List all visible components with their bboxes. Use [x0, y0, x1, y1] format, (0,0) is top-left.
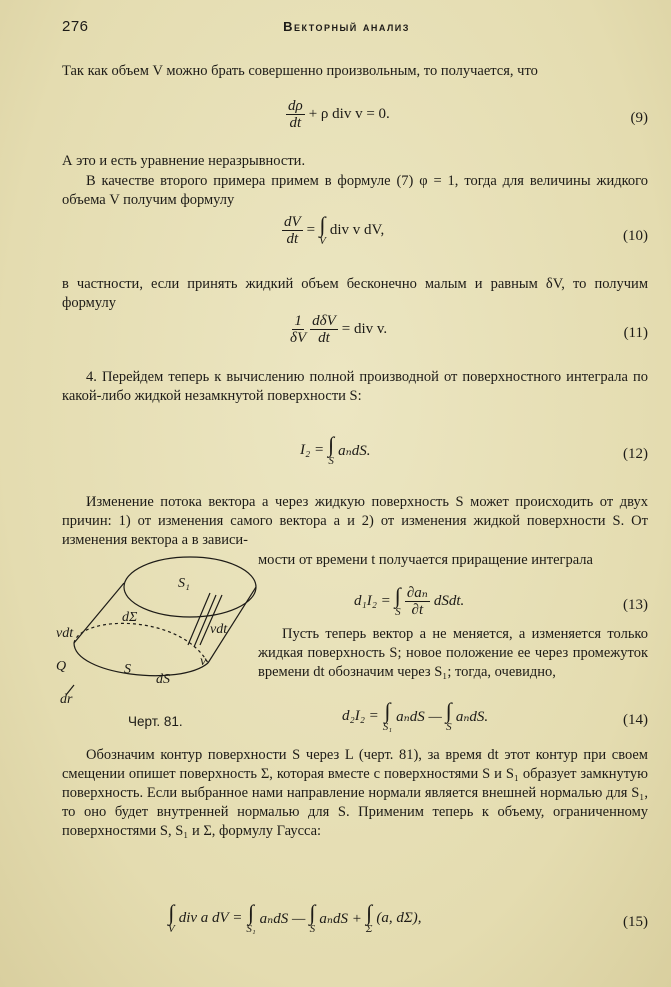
equation-body: aₙdS + [319, 911, 362, 927]
paragraph: В качестве второго примера примем в формуле (7) φ = 1, тогда для величины жидкого объема V получим формулу [62, 173, 648, 208]
equation-number: (11) [623, 325, 648, 341]
equation-body: dSdt. [433, 593, 465, 609]
figure-label: dS [156, 672, 170, 687]
paragraph: Обозначим контур поверхности S через L (черт. 81), за время dt этот контур при своем смещении опишет поверхность Σ, которая вместе с поверхностями S и S₁ образует замкнутую поверхность. Если выбранное нами направление нормали является внешней нормалью для S₁, то оно будет внутренней нормалью для S. Применим теперь к объему, ограниченному поверхностями S, S₁ и Σ, формулу Гаусса: [62, 747, 648, 839]
integral-subscript: S₁ [382, 721, 393, 733]
equation-11 [62, 313, 648, 353]
paragraph: Изменение потока вектора a через жидкую поверхность S может происходить от двух причин: 1) от изменения самого вектора a и 2) от изменения жидкой поверхности S. От изменения вектора a в зависи- [62, 494, 648, 548]
integral-sign: ∫ V [319, 212, 326, 247]
top-surface-outline [124, 557, 256, 617]
equation-body: div a dV = [178, 910, 243, 926]
figure-label: Q [56, 659, 67, 674]
equation-body: aₙdS — [396, 709, 442, 725]
integral-subscript: S₁ [246, 923, 256, 935]
running-title: Векторный анализ [283, 19, 410, 34]
fraction-numerator: dV [284, 214, 301, 230]
integral-sign: ∫ Σ [365, 900, 373, 935]
bottom-surface-outline [74, 643, 208, 676]
equation-body: div v dV, [329, 222, 385, 238]
paragraph: А это и есть уравнение неразрывности. [62, 153, 306, 169]
equation-lhs: d₂I₂ = [342, 708, 379, 724]
equation-14 [258, 700, 648, 748]
paragraph: Так как объем V можно брать совершенно произвольным, то получается, что [62, 63, 538, 79]
equation-lhs: I₂ = [300, 442, 325, 458]
vector-lines [188, 593, 222, 647]
equation-number: (10) [623, 228, 648, 244]
integral-subscript: Σ [365, 923, 373, 935]
equation-9 [62, 98, 648, 138]
fraction-denominator: ∂t [411, 602, 424, 618]
fraction-numerator: dδV [312, 313, 336, 329]
paragraph: мости от времени t получается приращение интеграла [258, 552, 593, 568]
integral-subscript: S [309, 923, 316, 935]
fraction-numerator: dρ [288, 98, 303, 114]
integral-sign: ∫ S₁ [382, 698, 393, 733]
equation-number: (14) [623, 712, 648, 728]
equation-body: aₙdS — [259, 911, 306, 927]
integral-subscript: S [446, 721, 452, 733]
integral-subscript: S [328, 455, 334, 467]
equation-body: = div v. [341, 321, 388, 337]
integral-sign: ∫ S [309, 900, 316, 935]
equation-number: (12) [623, 446, 648, 462]
figure-label: S [124, 662, 131, 677]
figure-caption: Черт. 81. [128, 714, 183, 729]
page-number: 276 [62, 18, 89, 35]
equation-15 [62, 902, 648, 952]
paragraph: 4. Перейдем теперь к вычислению полной производной от поверхностного интеграла по какой-либо жидкой незамкнутой поверхности S: [62, 369, 648, 404]
figure-label: dr [60, 692, 73, 707]
equals-sign: = [306, 222, 316, 238]
integral-sign: ∫ S₁ [246, 900, 256, 935]
fraction-denominator: dt [286, 231, 299, 247]
equation-number: (13) [623, 597, 648, 613]
left-generator-line [74, 583, 124, 643]
integral-sign: ∫ V [168, 900, 175, 935]
integral-sign: ∫ S [394, 583, 401, 618]
equation-number: (9) [630, 110, 648, 126]
paragraph: в частности, если принять жидкий объем бесконечно малым и равным δV, то получим формулу [62, 276, 648, 311]
fraction-numerator: ∂aₙ [406, 585, 428, 601]
figure-label: dΣ [122, 610, 138, 625]
page-header [62, 18, 631, 42]
figure-label: νdt [56, 626, 74, 641]
fraction-denominator: dt [289, 115, 302, 131]
equation-body: aₙdS. [338, 443, 371, 459]
equation-body: aₙdS. [455, 709, 489, 725]
equation-lhs: d₁I₂ = [354, 593, 391, 609]
integral-subscript: S [395, 606, 401, 618]
fraction-numerator: 1 [294, 313, 302, 329]
equation-body: + ρ div v = 0. [308, 106, 390, 122]
figure-label: ν [200, 654, 207, 669]
figure-81-diagram [56, 545, 260, 707]
bottom-back-curve [74, 623, 208, 663]
integral-subscript: V [168, 923, 175, 935]
paragraph: Пусть теперь вектор a не меняется, а изменяется только жидкая поверхность S; новое положение ее через промежуток времени dt обозначим через S₁; тогда, очевидно, [258, 626, 648, 680]
equation-12 [62, 434, 648, 482]
figure-label: νdt [210, 622, 228, 637]
fraction-denominator: dt [318, 330, 330, 346]
equation-10 [62, 214, 648, 268]
equation-body: (a, dΣ), [376, 910, 422, 926]
figure-label: S₁ [178, 576, 190, 591]
integral-sign: ∫ S [445, 698, 452, 733]
fraction-denominator: δV [290, 330, 307, 346]
integral-sign: ∫ S [328, 432, 335, 467]
equation-number: (15) [623, 914, 648, 930]
integral-subscript: V [319, 235, 326, 247]
